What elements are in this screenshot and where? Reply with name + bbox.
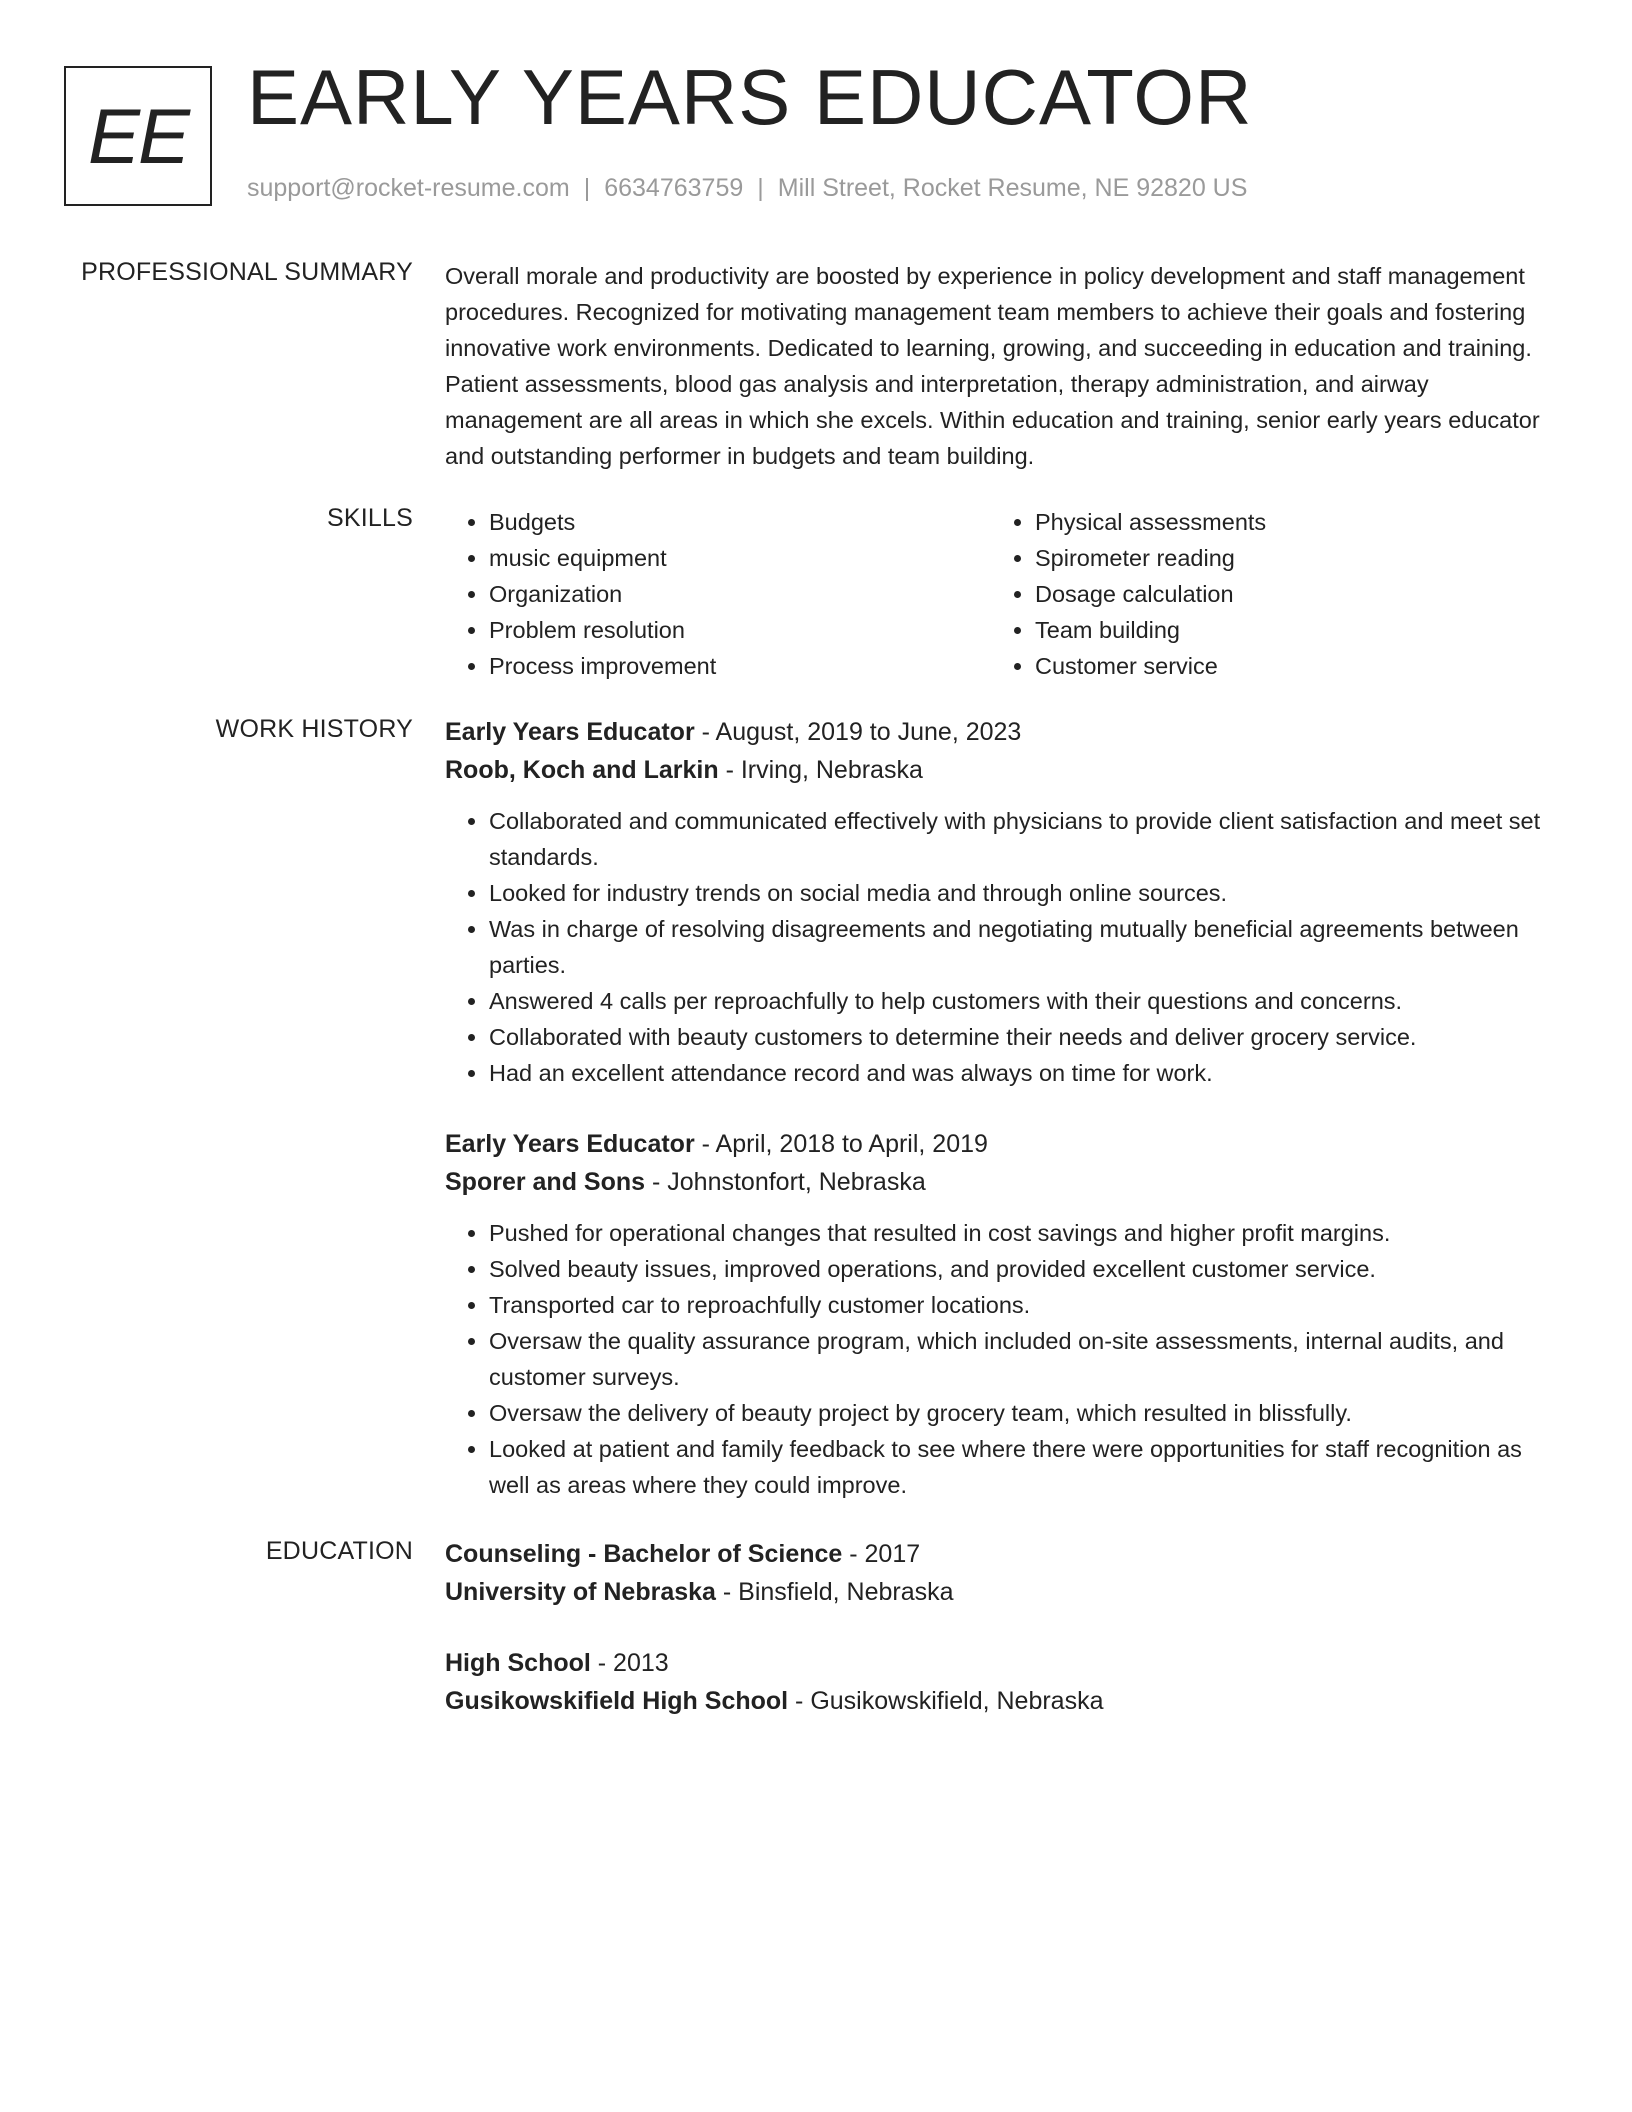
section-label-education: EDUCATION [265, 1537, 413, 1565]
employer-location: - Irving, Nebraska [718, 756, 923, 784]
skill-item: • Spirometer reading [1035, 540, 1537, 576]
skill-item: • music equipment [489, 540, 991, 576]
employer-line [445, 1163, 1555, 1201]
job-bullet: • Was in charge of resolving disagreements and negotiating mutually beneficial agreements between parties. [489, 911, 1555, 983]
job-entry [445, 1125, 1555, 1503]
skill-item: • Physical assessments [1035, 504, 1537, 540]
skill-item: • Problem resolution [489, 612, 991, 648]
school-line [445, 1573, 1555, 1611]
job-title-line [445, 713, 1555, 751]
contact-separator: | [757, 174, 764, 202]
employer-location: - Johnstonfort, Nebraska [645, 1168, 926, 1196]
skill-item: • Process improvement [489, 648, 991, 684]
job-bullet: • Looked at patient and family feedback to see where there were opportunities for staff recognition as well as areas where they could improve. [489, 1431, 1555, 1503]
skill-item: • Budgets [489, 504, 991, 540]
skills-list-left [445, 504, 991, 684]
job-bullet: • Oversaw the quality assurance program, which included on-site assessments, internal audits, and customer surveys. [489, 1323, 1555, 1395]
school-name: University of Nebraska [445, 1578, 716, 1606]
section-label-skills: SKILLS [327, 504, 413, 532]
employer-name: Roob, Koch and Larkin [445, 756, 719, 784]
summary-section [445, 258, 1555, 474]
job-dates: - August, 2019 to June, 2023 [694, 718, 1022, 746]
skills-grid [445, 504, 1555, 684]
degree-name: High School [445, 1649, 591, 1677]
job-bullets [445, 1215, 1555, 1503]
school-location: - Gusikowskifield, Nebraska [788, 1687, 1104, 1715]
degree-name: Counseling - Bachelor of Science [445, 1540, 843, 1568]
school-line [445, 1682, 1555, 1720]
section-label-work-history: WORK HISTORY [215, 715, 413, 743]
job-title-line [445, 1125, 1555, 1163]
education-entry [445, 1644, 1555, 1720]
job-bullet: • Solved beauty issues, improved operations, and provided excellent customer service. [489, 1251, 1555, 1287]
contact-separator: | [583, 174, 591, 202]
job-bullet: • Collaborated with beauty customers to determine their needs and deliver grocery service. [489, 1019, 1555, 1055]
section-label-summary: PROFESSIONAL SUMMARY [81, 258, 413, 286]
degree-year: - 2013 [590, 1649, 669, 1677]
job-bullet: • Transported car to reproachfully customer locations. [489, 1287, 1555, 1323]
employer-line [445, 751, 1555, 789]
job-bullet: • Pushed for operational changes that resulted in cost savings and higher profit margins. [489, 1215, 1555, 1251]
skill-item: • Customer service [1035, 648, 1537, 684]
degree-year: - 2017 [842, 1540, 921, 1568]
contact-line [247, 174, 1247, 203]
degree-line [445, 1644, 1555, 1682]
degree-line [445, 1535, 1555, 1573]
skill-item: • Team building [1035, 612, 1537, 648]
summary-text: Overall morale and productivity are boosted by experience in policy development and staff management procedures. Recognized for motivating management team members to achieve their goals and fostering innovative work environments. Dedicated to learning, growing, and succeeding in education and training. Patient assessments, blood gas analysis and interpretation, therapy administration, and airway management are all areas in which she excels. Within education and training, senior early years educator and outstanding performer in budgets and team building. [445, 263, 1540, 469]
employer-name: Sporer and Sons [445, 1168, 646, 1196]
job-bullet: • Had an excellent attendance record and was always on time for work. [489, 1055, 1555, 1091]
school-name: Gusikowskifield High School [445, 1687, 789, 1715]
skills-section [445, 504, 1555, 684]
job-title: Early Years Educator [445, 718, 695, 746]
job-bullet: • Answered 4 calls per reproachfully to help customers with their questions and concerns. [489, 983, 1555, 1019]
skills-list-right [991, 504, 1537, 684]
job-bullet: • Looked for industry trends on social media and through online sources. [489, 875, 1555, 911]
skill-item: • Dosage calculation [1035, 576, 1537, 612]
education-entry [445, 1535, 1555, 1611]
phone-text: 6634763759 [604, 174, 744, 202]
job-dates: - April, 2018 to April, 2019 [694, 1130, 988, 1158]
job-bullet: • Oversaw the delivery of beauty project by grocery team, which resulted in blissfully. [489, 1395, 1555, 1431]
job-bullet: • Collaborated and communicated effectively with physicians to provide client satisfaction and meet set standards. [489, 803, 1555, 875]
monogram-logo: EE [64, 66, 212, 206]
job-title: Early Years Educator [445, 1130, 695, 1158]
skill-item: • Organization [489, 576, 991, 612]
email-link[interactable]: support@rocket-resume.com [247, 174, 570, 202]
page-title: EARLY YEARS EDUCATOR [247, 53, 1253, 141]
school-location: - Binsfield, Nebraska [715, 1578, 954, 1606]
job-bullets [445, 803, 1555, 1091]
address-text: Mill Street, Rocket Resume, NE 92820 US [777, 174, 1248, 202]
job-entry [445, 713, 1555, 1091]
